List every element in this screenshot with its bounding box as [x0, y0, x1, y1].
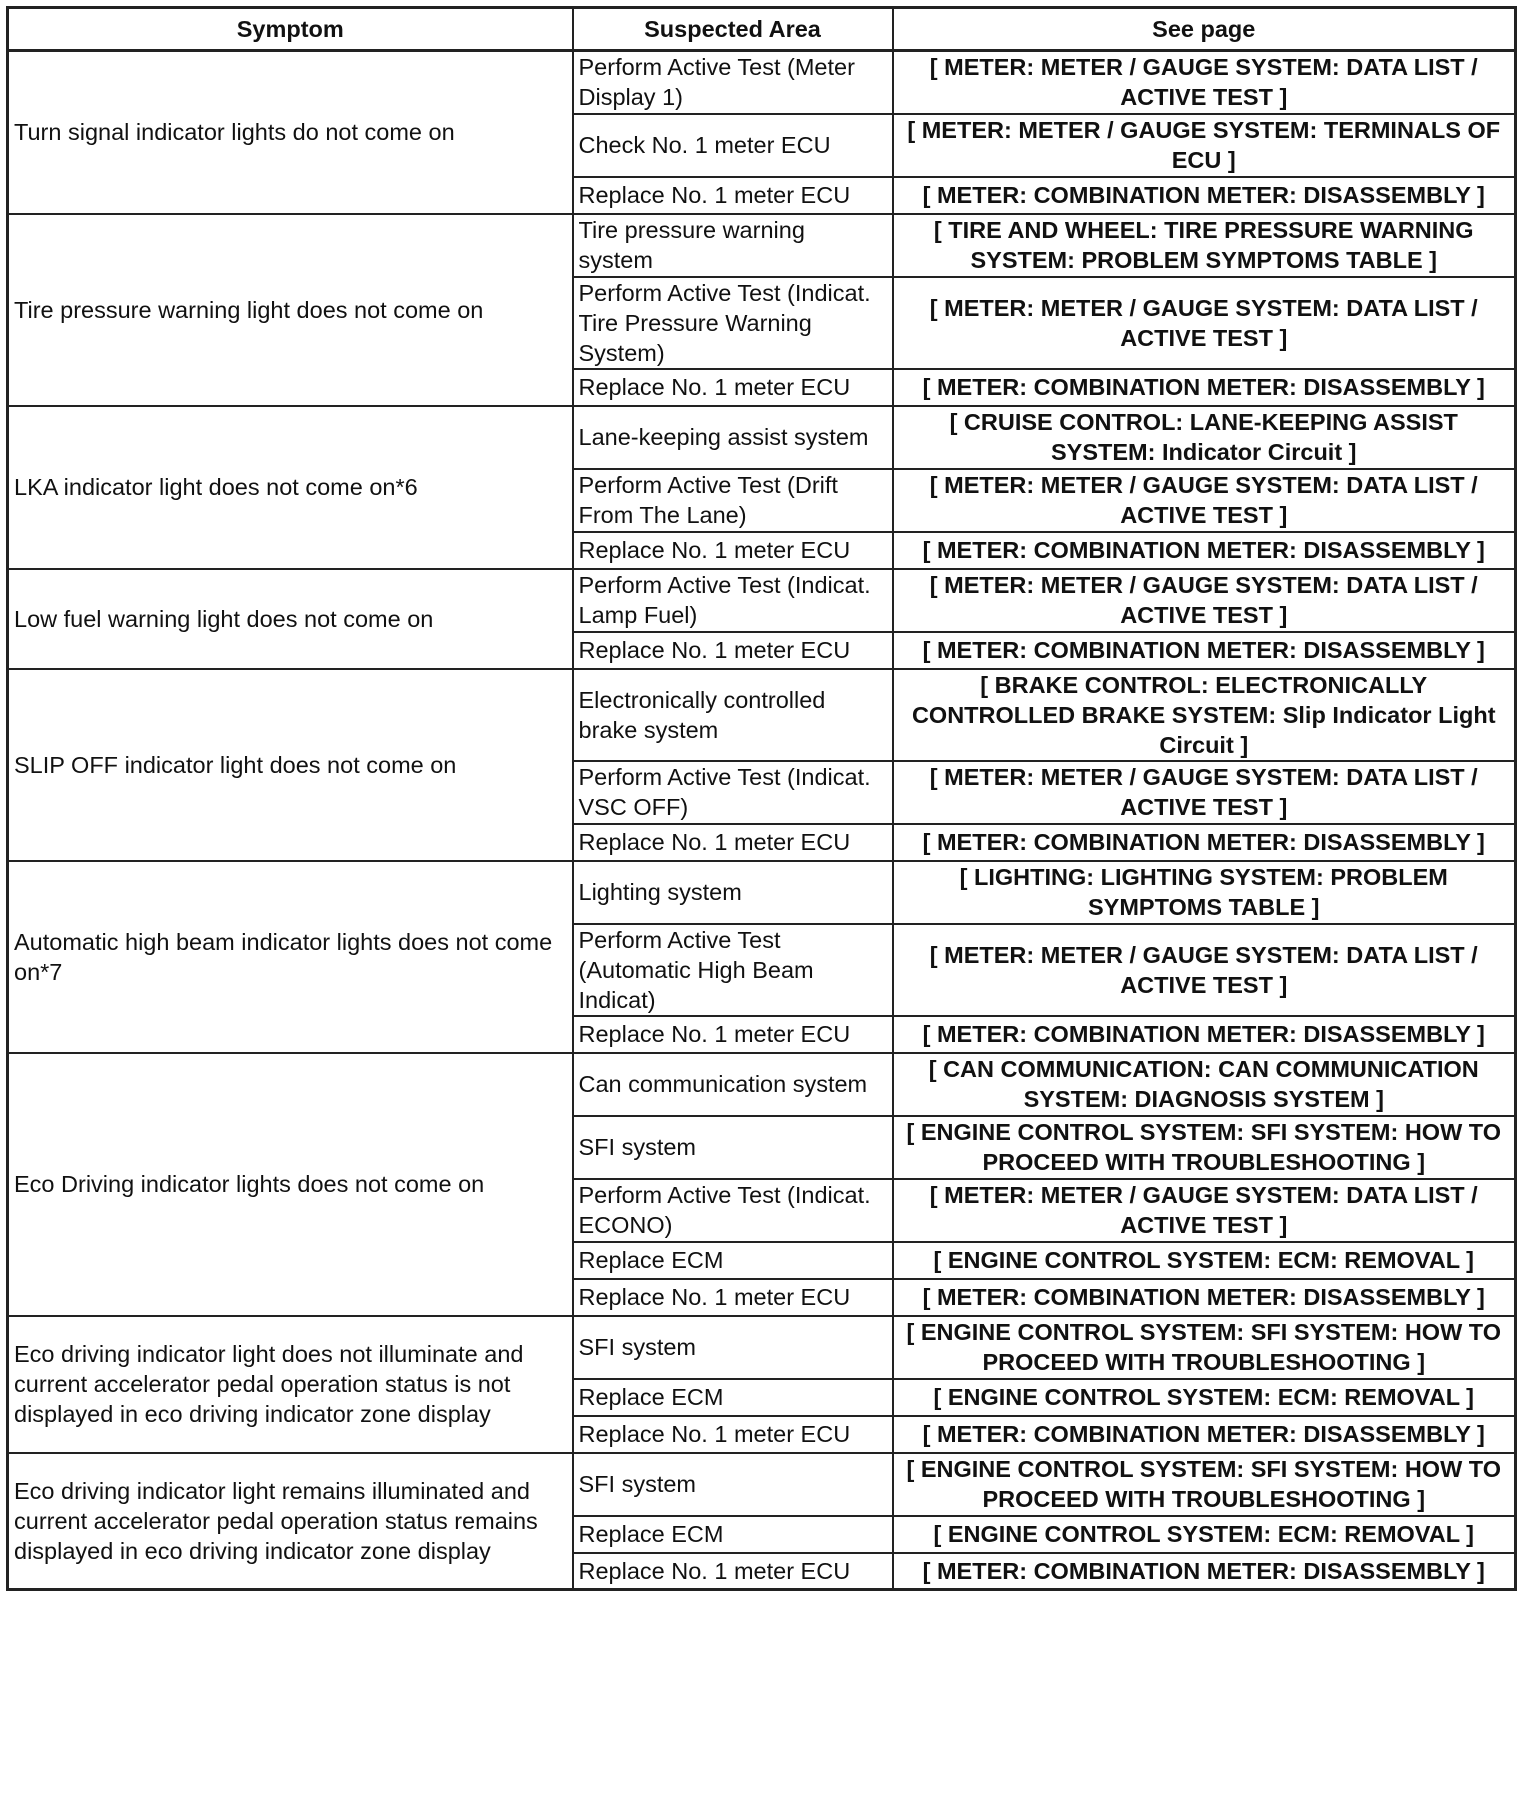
suspected-area-cell: Perform Active Test (Indicat. ECONO): [573, 1179, 893, 1242]
suspected-area-cell: Perform Active Test (Drift From The Lane): [573, 469, 893, 532]
table-header-row: [8, 8, 1516, 51]
see-page-link[interactable]: [ ENGINE CONTROL SYSTEM: ECM: REMOVAL ]: [893, 1516, 1516, 1553]
see-page-link[interactable]: [ ENGINE CONTROL SYSTEM: SFI SYSTEM: HOW TO PROCEED WITH TROUBLESHOOTING ]: [893, 1316, 1516, 1379]
table-row: [8, 861, 1516, 924]
symptom-cell: Turn signal indicator lights do not come on: [8, 51, 573, 214]
symptom-cell: Eco driving indicator light does not illuminate and current accelerator pedal operation status is not displayed in eco driving indicator zone display: [8, 1316, 573, 1453]
symptom-cell: SLIP OFF indicator light does not come on: [8, 669, 573, 861]
symptom-cell: Low fuel warning light does not come on: [8, 569, 573, 669]
see-page-link[interactable]: [ METER: COMBINATION METER: DISASSEMBLY ]: [893, 632, 1516, 669]
symptom-cell: LKA indicator light does not come on*6: [8, 406, 573, 569]
suspected-area-cell: Replace No. 1 meter ECU: [573, 1016, 893, 1053]
suspected-area-cell: Can communication system: [573, 1053, 893, 1116]
header-see-page: See page: [893, 8, 1516, 51]
see-page-link[interactable]: [ METER: METER / GAUGE SYSTEM: DATA LIST / ACTIVE TEST ]: [893, 277, 1516, 369]
table-row: [8, 569, 1516, 632]
see-page-link[interactable]: [ METER: COMBINATION METER: DISASSEMBLY ]: [893, 532, 1516, 569]
see-page-link[interactable]: [ METER: COMBINATION METER: DISASSEMBLY ]: [893, 824, 1516, 861]
see-page-link[interactable]: [ METER: METER / GAUGE SYSTEM: DATA LIST / ACTIVE TEST ]: [893, 761, 1516, 824]
see-page-link[interactable]: [ METER: METER / GAUGE SYSTEM: DATA LIST / ACTIVE TEST ]: [893, 569, 1516, 632]
see-page-link[interactable]: [ METER: METER / GAUGE SYSTEM: DATA LIST / ACTIVE TEST ]: [893, 1179, 1516, 1242]
symptom-cell: Automatic high beam indicator lights does not come on*7: [8, 861, 573, 1053]
suspected-area-cell: Replace No. 1 meter ECU: [573, 177, 893, 214]
header-symptom: Symptom: [8, 8, 573, 51]
suspected-area-cell: Perform Active Test (Automatic High Beam Indicat): [573, 924, 893, 1016]
see-page-link[interactable]: [ METER: COMBINATION METER: DISASSEMBLY ]: [893, 1016, 1516, 1053]
suspected-area-cell: Replace No. 1 meter ECU: [573, 824, 893, 861]
suspected-area-cell: Perform Active Test (Meter Display 1): [573, 51, 893, 114]
see-page-link[interactable]: [ METER: METER / GAUGE SYSTEM: TERMINALS OF ECU ]: [893, 114, 1516, 177]
symptom-cell: Eco driving indicator light remains illuminated and current accelerator pedal operation status remains displayed in eco driving indicator zone display: [8, 1453, 573, 1590]
table-row: [8, 1053, 1516, 1116]
see-page-link[interactable]: [ ENGINE CONTROL SYSTEM: ECM: REMOVAL ]: [893, 1242, 1516, 1279]
suspected-area-cell: Replace No. 1 meter ECU: [573, 1416, 893, 1453]
suspected-area-cell: Electronically controlled brake system: [573, 669, 893, 761]
suspected-area-cell: Perform Active Test (Indicat. VSC OFF): [573, 761, 893, 824]
see-page-link[interactable]: [ ENGINE CONTROL SYSTEM: SFI SYSTEM: HOW TO PROCEED WITH TROUBLESHOOTING ]: [893, 1116, 1516, 1179]
see-page-link[interactable]: [ LIGHTING: LIGHTING SYSTEM: PROBLEM SYMPTOMS TABLE ]: [893, 861, 1516, 924]
suspected-area-cell: Replace ECM: [573, 1242, 893, 1279]
symptom-cell: Tire pressure warning light does not come on: [8, 214, 573, 406]
header-suspected-area: Suspected Area: [573, 8, 893, 51]
problem-symptoms-table: [6, 6, 1517, 1591]
table-row: [8, 214, 1516, 277]
see-page-link[interactable]: [ ENGINE CONTROL SYSTEM: SFI SYSTEM: HOW TO PROCEED WITH TROUBLESHOOTING ]: [893, 1453, 1516, 1516]
see-page-link[interactable]: [ METER: COMBINATION METER: DISASSEMBLY ]: [893, 177, 1516, 214]
suspected-area-cell: Replace No. 1 meter ECU: [573, 532, 893, 569]
suspected-area-cell: Replace ECM: [573, 1516, 893, 1553]
symptom-cell: Eco Driving indicator lights does not come on: [8, 1053, 573, 1316]
suspected-area-cell: Perform Active Test (Indicat. Tire Pressure Warning System): [573, 277, 893, 369]
see-page-link[interactable]: [ BRAKE CONTROL: ELECTRONICALLY CONTROLLED BRAKE SYSTEM: Slip Indicator Light Circuit ]: [893, 669, 1516, 761]
suspected-area-cell: SFI system: [573, 1116, 893, 1179]
table-row: [8, 669, 1516, 761]
suspected-area-cell: Replace No. 1 meter ECU: [573, 1279, 893, 1316]
see-page-link[interactable]: [ ENGINE CONTROL SYSTEM: ECM: REMOVAL ]: [893, 1379, 1516, 1416]
see-page-link[interactable]: [ METER: METER / GAUGE SYSTEM: DATA LIST / ACTIVE TEST ]: [893, 51, 1516, 114]
suspected-area-cell: Lighting system: [573, 861, 893, 924]
suspected-area-cell: Perform Active Test (Indicat. Lamp Fuel): [573, 569, 893, 632]
see-page-link[interactable]: [ METER: COMBINATION METER: DISASSEMBLY ]: [893, 369, 1516, 406]
see-page-link[interactable]: [ CRUISE CONTROL: LANE-KEEPING ASSIST SYSTEM: Indicator Circuit ]: [893, 406, 1516, 469]
suspected-area-cell: Lane-keeping assist system: [573, 406, 893, 469]
table-row: [8, 1316, 1516, 1379]
see-page-link[interactable]: [ METER: COMBINATION METER: DISASSEMBLY ]: [893, 1553, 1516, 1590]
see-page-link[interactable]: [ METER: COMBINATION METER: DISASSEMBLY ]: [893, 1416, 1516, 1453]
suspected-area-cell: Replace No. 1 meter ECU: [573, 1553, 893, 1590]
suspected-area-cell: Replace ECM: [573, 1379, 893, 1416]
table-row: [8, 1453, 1516, 1516]
see-page-link[interactable]: [ METER: METER / GAUGE SYSTEM: DATA LIST / ACTIVE TEST ]: [893, 924, 1516, 1016]
see-page-link[interactable]: [ METER: METER / GAUGE SYSTEM: DATA LIST / ACTIVE TEST ]: [893, 469, 1516, 532]
table-row: [8, 406, 1516, 469]
see-page-link[interactable]: [ TIRE AND WHEEL: TIRE PRESSURE WARNING SYSTEM: PROBLEM SYMPTOMS TABLE ]: [893, 214, 1516, 277]
suspected-area-cell: SFI system: [573, 1453, 893, 1516]
suspected-area-cell: Replace No. 1 meter ECU: [573, 369, 893, 406]
suspected-area-cell: Check No. 1 meter ECU: [573, 114, 893, 177]
suspected-area-cell: SFI system: [573, 1316, 893, 1379]
see-page-link[interactable]: [ CAN COMMUNICATION: CAN COMMUNICATION SYSTEM: DIAGNOSIS SYSTEM ]: [893, 1053, 1516, 1116]
suspected-area-cell: Replace No. 1 meter ECU: [573, 632, 893, 669]
suspected-area-cell: Tire pressure warning system: [573, 214, 893, 277]
see-page-link[interactable]: [ METER: COMBINATION METER: DISASSEMBLY ]: [893, 1279, 1516, 1316]
table-row: [8, 51, 1516, 114]
